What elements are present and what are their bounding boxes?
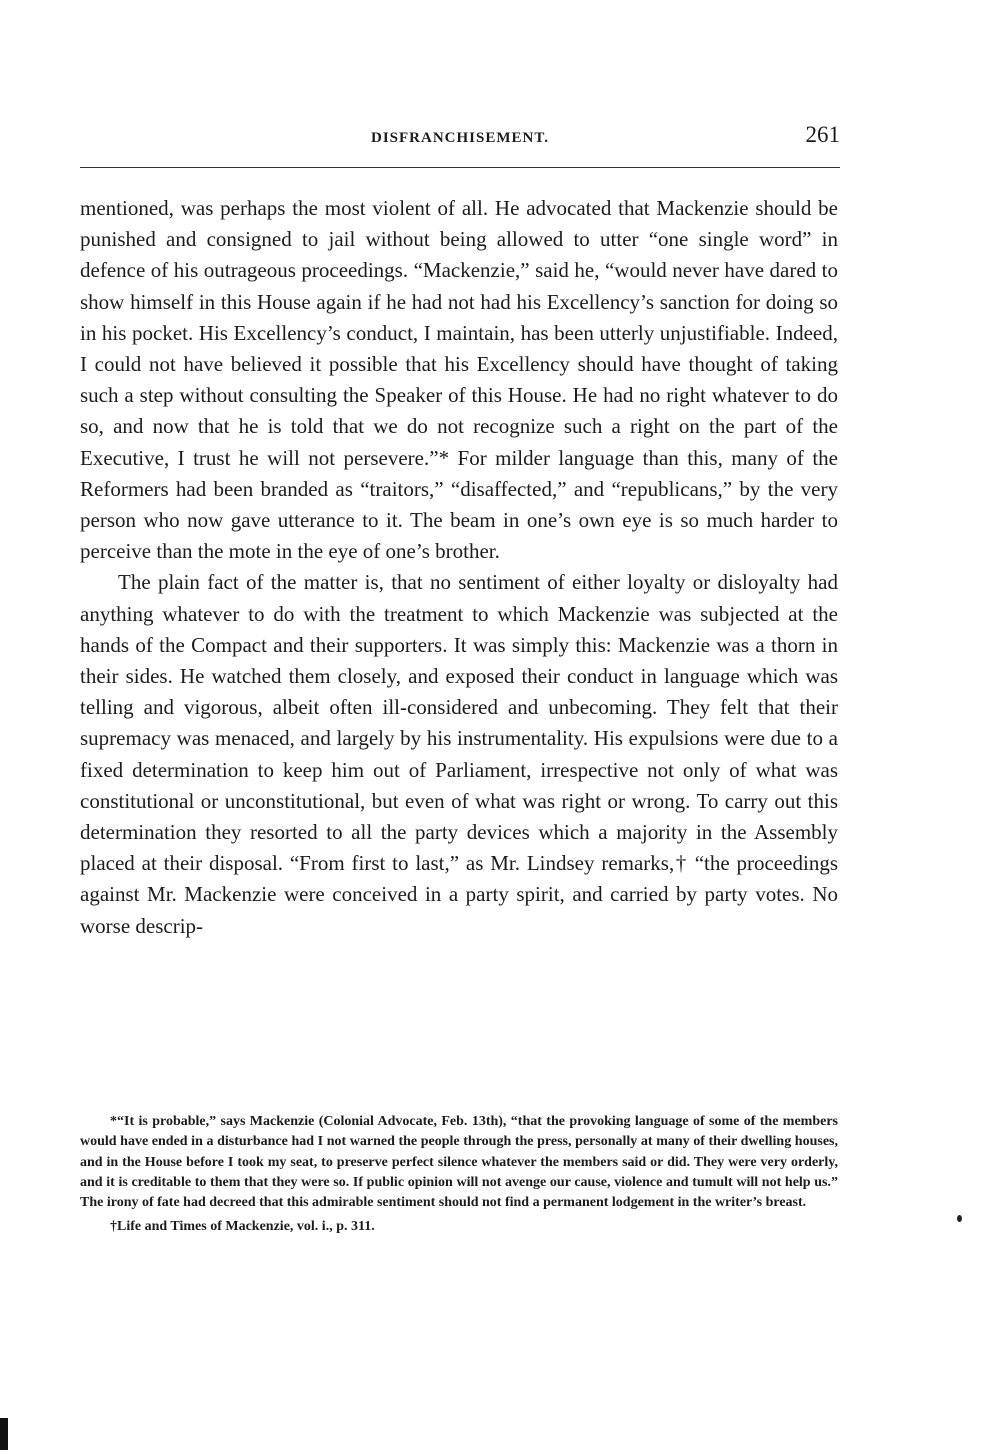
page-header: [80, 122, 840, 152]
paragraph: mentioned, was perhaps the most violent of all. He advocated that Mackenzie should be punished and consigned to jail without being allowed to utter “one single word” in defence of his outrageous proceedings. “Mackenzie,” said he, “would never have dared to show himself in this House again if he had not had his Excellency’s sanction for doing so in his pocket. His Excellency’s conduct, I maintain, has been utterly unjustifiable. Indeed, I could not have believed it possible that his Excellency should have thought of taking such a step without consulting the Speaker of this House. He had no right whatever to do so, and now that he is told that we do not recognize such a right on the part of the Executive, I trust he will not persevere.”* For milder language than this, many of the Reformers had been branded as “traitors,” “disaffected,” and “republicans,” by the very person who now gave utterance to it. The beam in one’s own eye is so much harder to perceive than the mote in the eye of one’s brother.: [80, 196, 838, 564]
footnotes: [80, 1112, 838, 1238]
page-number: 261: [805, 122, 840, 147]
paragraph: The plain fact of the matter is, that no sentiment of either loyalty or disloyalty had anything whatever to do with the treatment to which Mackenzie was subjected at the hands of the Compact and their supporters. It was simply this: Mackenzie was a thorn in their sides. He watched them closely, and exposed their conduct in language which was telling and vigorous, albeit often ill-considered and unbecoming. They felt that their supremacy was menaced, and largely by his instrumentality. His expulsions were due to a fixed determination to keep him out of Parliament, irrespective not only of what was constitutional or unconstitutional, but even of what was right or wrong. To carry out this determination they resorted to all the party devices which a majority in the Assembly placed at their disposal. “From first to last,” as Mr. Lindsey remarks,† “the proceedings against Mr. Mackenzie were conceived in a party spirit, and carried by party votes. No worse descrip-: [80, 570, 838, 938]
footnote: †Life and Times of Mackenzie, vol. i., p. 311.: [110, 1219, 375, 1235]
header-rule: [80, 167, 840, 168]
running-title: DISFRANCHISEMENT.: [371, 130, 549, 146]
main-text: [80, 193, 838, 942]
scan-edge-mark: [0, 1418, 8, 1450]
footnote: *“It is probable,” says Mackenzie (Colonial Advocate, Feb. 13th), “that the provoking language of some of the members would have ended in a disturbance had I not warned the people through the press, personally at many of their dwelling houses, and in the House before I took my seat, to preserve perfect silence whatever the members said or did. They were very orderly, and it is creditable to them that they were so. If public opinion will not avenge our cause, violence and tumult will not help us.” The irony of fate had decreed that this admirable sentiment should not find a permanent lodgement in the writer’s breast.: [80, 1114, 838, 1211]
scan-speck: [957, 1215, 962, 1222]
